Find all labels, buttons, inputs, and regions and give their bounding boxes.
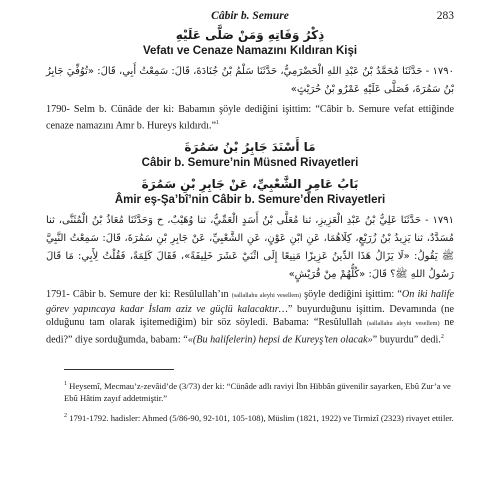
section-heading-arabic-musnad: مَا أَسْنَدَ جَابِرُ بْنُ سَمُرَةَ [184, 140, 316, 155]
hadith-1790-turkish [46, 103, 454, 132]
running-header [46, 6, 454, 26]
footnote-1 [64, 378, 454, 404]
hadith-1791-turkish [46, 288, 454, 346]
page-number: 283 [436, 10, 454, 22]
footnote-text: Heysemî, Mecmau’z-zevâid’de (3/73) der ki: “Cünâde adlı raviyi İbn Hibbân güvenilir sayarken, Ebû Zur’a ve Ebû Hâtim zayıf addetmiştir.” [64, 380, 451, 403]
hadith-1790-turkish-line1: 1790- Selm b. Cünâde der ki: Babamın şöyle dediğini işittim: “Câbir b. [46, 104, 355, 115]
footnote-text: 1791-1792. hadisler: Ahmed (5/86-90, 92-101, 105-108), Müslim (1821, 1922) ve Tirmizî (2323) rivayet ettiler. [69, 412, 454, 423]
hadith-1791-text-e: ” buyurdu” dedi. [372, 334, 441, 346]
footnote-2 [64, 410, 454, 424]
salawat-note: (sallallahu aleyhi vesellem) [231, 292, 302, 300]
footnote-ref-1: 1 [216, 119, 220, 126]
section-heading-turkish-musnad: Câbir b. Semure’nin Müsned Rivayetleri [141, 157, 359, 170]
hadith-1790-arabic: ١٧٩٠ - حَدَّثَنَا مُحَمَّدُ بْنُ عَبْدِ اللهِ الْحَضْرَمِيُّ، حَدَّثَنَا سَلْمُ بْنُ جُنَادَةَ، قَالَ: سَمِعْتُ أَبِي، قَالَ: «تُوُفِّيَ جَابِرُ بْنُ سَمُرَةَ، فَصَلَّى عَلَيْهِ عَمْرُو بْنُ حُرَيْثٍ» [46, 66, 454, 95]
hadith-1791-quote-1: On iki halife görev yapıncaya kadar İslam aziz ve güçlü kalacaktır… [46, 289, 454, 315]
footnote-divider [64, 369, 174, 370]
section-heading-arabic-death: ذِكْرُ وَفَاتِهِ وَمَنْ صَلَّى عَلَيْهِ [175, 28, 325, 42]
hadith-1791-text-d: ne dedi?” diye sorduğumda, babam: “ [46, 317, 455, 346]
running-title: Câbir b. Semure [211, 10, 289, 22]
hadith-1791-text-a: 1791- Câbir b. Semure der ki: Resûlullah’ın [46, 289, 229, 301]
footnote-number: 2 [64, 412, 67, 419]
salawat-note-2: (sallallahu aleyhi vesellem) [366, 320, 440, 328]
hadith-1791-arabic: ١٧٩١ - حَدَّثَنَا عَلِيُّ بْنُ عَبْدِ الْعَزِيزِ، ثنا مُعَلَّى بْنُ أَسَدٍ الْعَمِّيُّ، ثنا وُهَيْبٌ، ح وَحَدَّثَنَا مُعَاذُ بْنُ الْمُثَنَّى، ثنا مُسَدَّدٌ، ثنا يَزِيدُ بْنُ زُرَيْعٍ، كِلَاهُمَا، عَنِ ابْنِ عَوْنٍ، عَنِ الشَّعْبِيِّ، عَنْ جَابِرِ بْنِ سَمُرَةَ، قَالَ: سَمِعْتُ النَّبِيَّ ﷺ يَقُولُ: «لَا يَزَالُ هَذَا الدِّينُ عَزِيزًا مَنِيعًا إِلَى اثْنَيْ عَشَرَ خَلِيفَةً»، فَقَالَ كَلِمَةً، فَقُلْتُ لِأَبِي: مَا قَالَ رَسُولُ اللهِ ﷺ؟ قَالَ: «كُلُّهُمْ مِنْ قُرَيْشٍ» [46, 215, 454, 281]
hadith-1790-turkish-line2: Semure vefat ettiğinde cenaze namazını Amr b. Hureys kıldırdı.” [46, 104, 454, 131]
section-heading-turkish-death: Vefatı ve Cenaze Namazını Kıldıran Kişi [142, 45, 358, 57]
hadith-1791-quote-2: «(Bu halifelerin) hepsi de Kureyş’ten olacak» [187, 334, 373, 346]
hadith-1791-text-c: ” buyurduğunu işittim. Devamında (ne olduğunu tam olarak işitemediğim) bir söz söyledi. Babama: “Resûlullah [46, 303, 455, 329]
footnote-ref-2: 2 [440, 333, 444, 340]
footnote-number: 1 [64, 380, 67, 387]
hadith-1791-text-b: şöyle dediğini işittim: “ [301, 289, 402, 301]
section-heading-turkish-shabi: Âmir eş-Şa’bî’nin Câbir b. Semure’den Rivayetleri [114, 194, 386, 207]
section-heading-arabic-shabi: بَابُ عَامِرٍ الشَّعْبِيِّ، عَنْ جَابِرِ بْنِ سَمُرَةَ [141, 177, 359, 192]
